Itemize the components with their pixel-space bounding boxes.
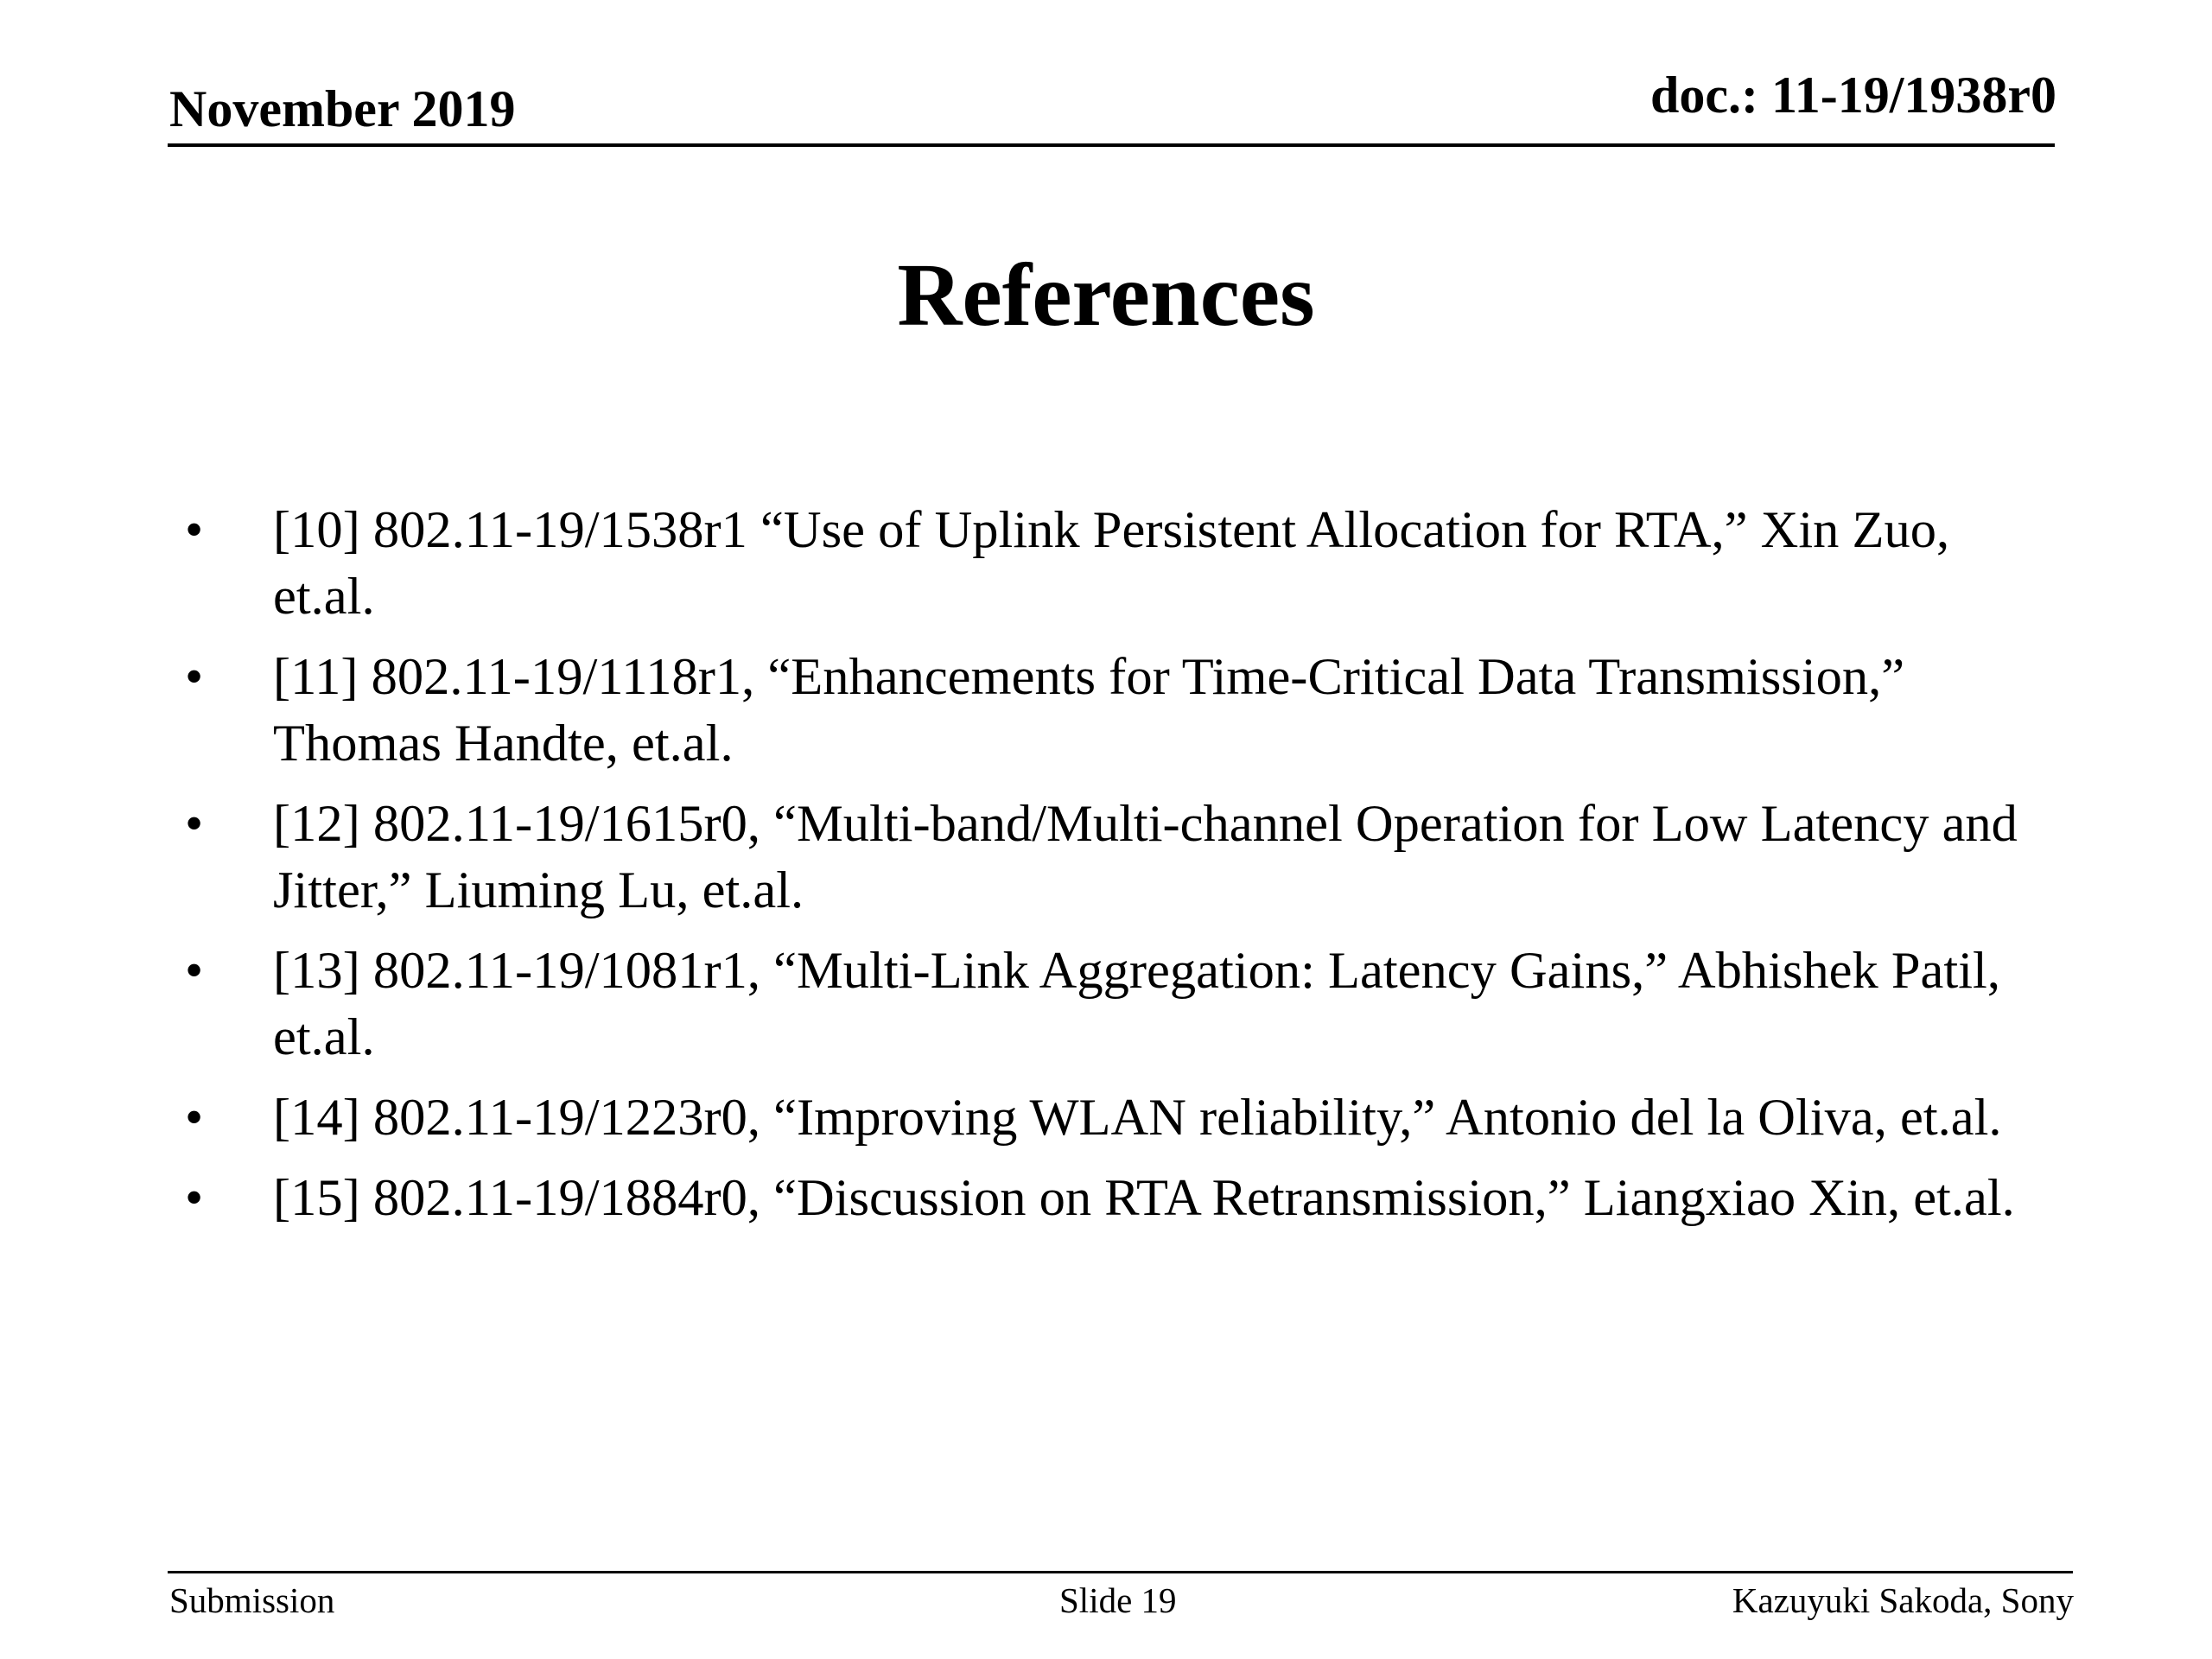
reference-text: [10] 802.11-19/1538r1 “Use of Uplink Persistent Allocation for RTA,” Xin Zuo, et.al. bbox=[273, 501, 1950, 626]
bullet-icon: • bbox=[185, 1169, 204, 1227]
reference-item bbox=[185, 938, 2056, 1071]
header-doc-id: doc.: 11-19/1938r0 bbox=[1650, 67, 2056, 124]
reference-item bbox=[185, 644, 2056, 777]
reference-text: [15] 802.11-19/1884r0, “Discussion on RTA Retransmission,” Liangxiao Xin, et.al. bbox=[273, 1169, 2015, 1227]
reference-text: [14] 802.11-19/1223r0, “Improving WLAN reliability,” Antonio del la Oliva, et.al. bbox=[273, 1089, 2002, 1147]
footer-author: Kazuyuki Sakoda, Sony bbox=[1732, 1580, 2074, 1620]
reference-text: [11] 802.11-19/1118r1, “Enhancements for Time-Critical Data Transmission,” Thomas Handte, et.al. bbox=[273, 648, 1905, 772]
reference-item bbox=[185, 497, 2056, 630]
bullet-icon: • bbox=[185, 795, 204, 853]
bullet-icon: • bbox=[185, 501, 204, 559]
slide-title: References bbox=[897, 245, 1315, 345]
reference-text: [13] 802.11-19/1081r1, “Multi-Link Aggregation: Latency Gains,” Abhishek Patil, et.al. bbox=[273, 942, 2000, 1066]
bullet-icon: • bbox=[185, 942, 204, 1000]
bullet-icon: • bbox=[185, 1089, 204, 1147]
header-divider bbox=[168, 143, 2055, 147]
footer-divider bbox=[168, 1571, 2073, 1573]
footer-slide-number: Slide 19 bbox=[1059, 1580, 1177, 1620]
reference-text: [12] 802.11-19/1615r0, “Multi-band/Multi-channel Operation for Low Latency and Jitter,” Liuming Lu, et.al. bbox=[273, 795, 2018, 919]
reference-item bbox=[185, 1084, 2056, 1151]
reference-item bbox=[185, 791, 2056, 924]
bullet-icon: • bbox=[185, 648, 204, 706]
footer-submission: Submission bbox=[169, 1580, 335, 1620]
reference-list bbox=[185, 497, 2056, 1245]
reference-item bbox=[185, 1165, 2056, 1231]
header-date: November 2019 bbox=[169, 80, 516, 137]
